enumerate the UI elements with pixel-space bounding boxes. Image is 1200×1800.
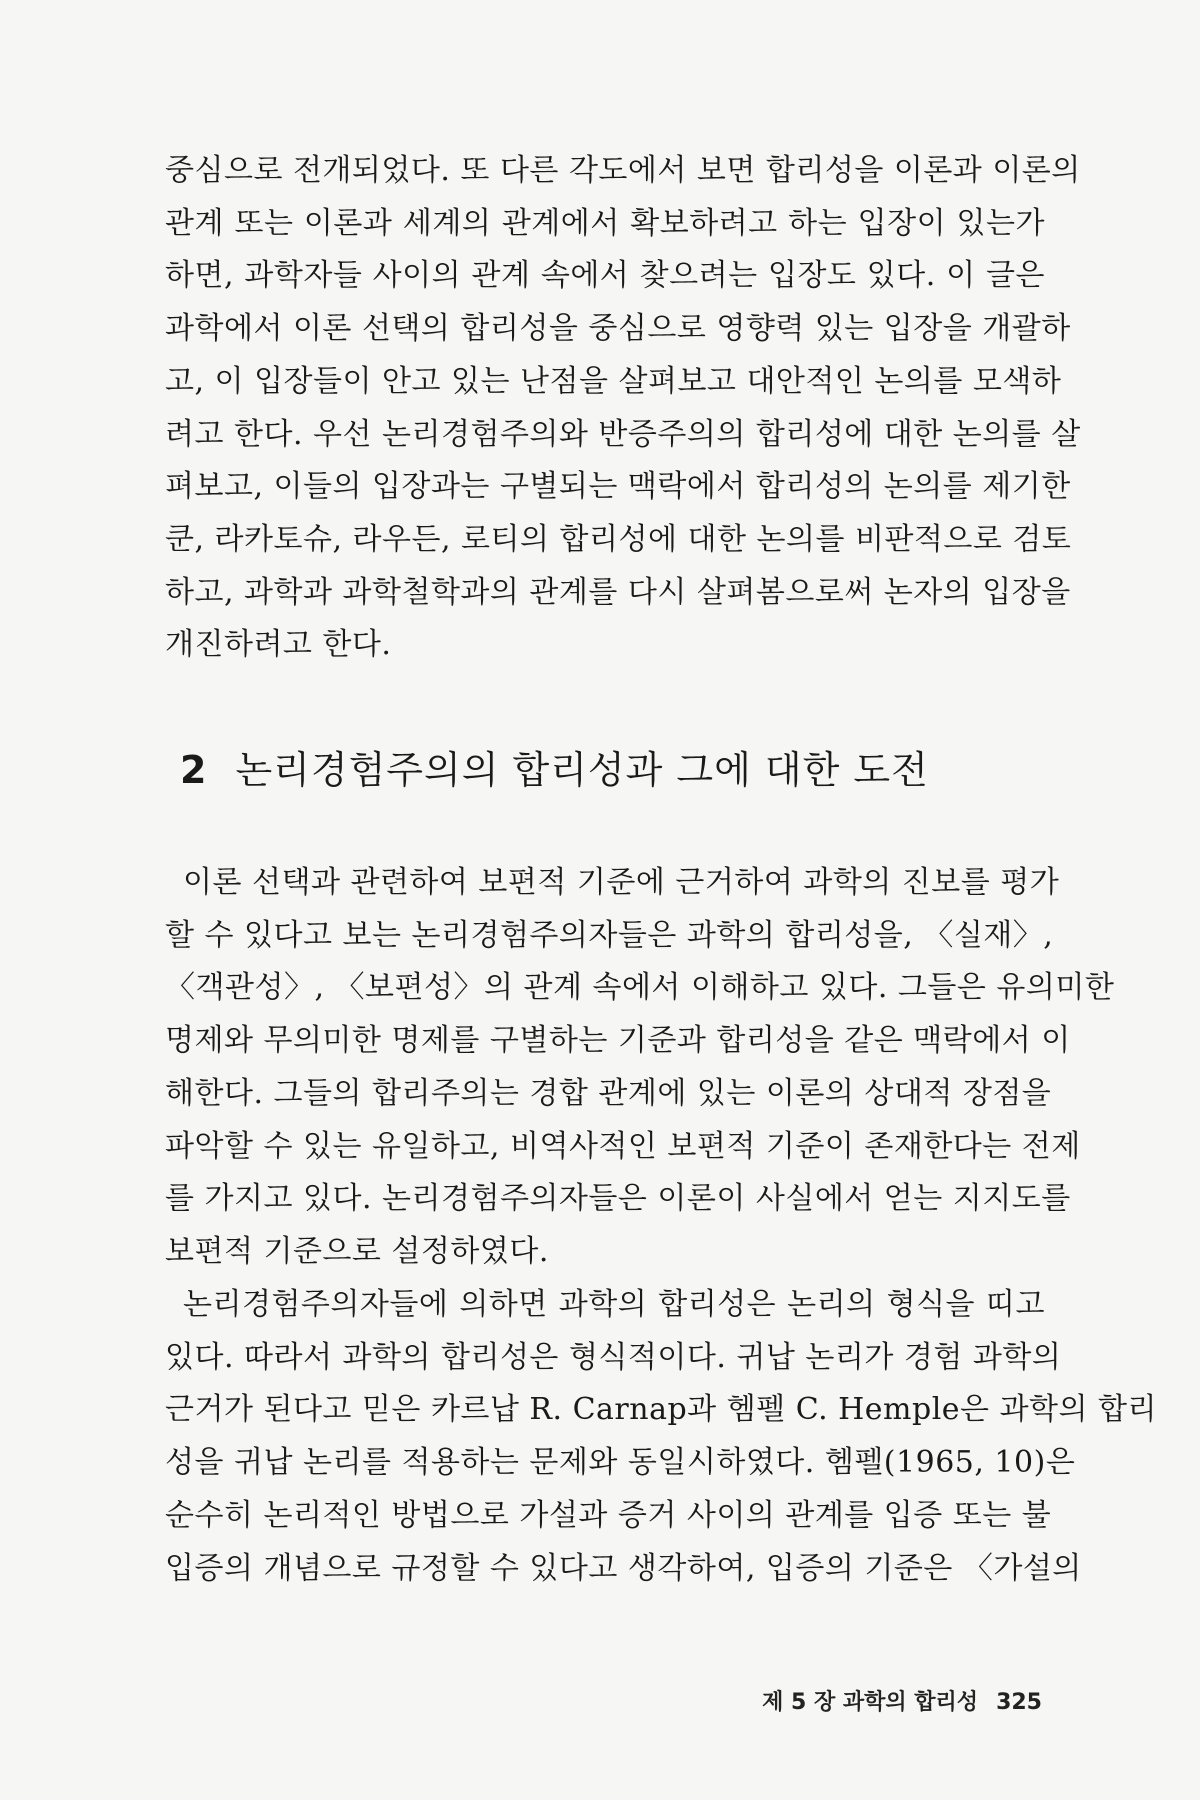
section-title: 논리경험주의의 합리성과 그에 대한 도전 (235, 748, 929, 792)
text-line: 파악할 수 있는 유일하고, 비역사적인 보편적 기준이 존재한다는 전제 (165, 1128, 1081, 1164)
text-line: 〈객관성〉, 〈보편성〉의 관계 속에서 이해하고 있다. 그들은 유의미한 (165, 970, 1115, 1006)
text-line: 쿤, 라카토슈, 라우든, 로티의 합리성에 대한 논의를 비판적으로 검토 (165, 521, 1072, 557)
running-footer (762, 1688, 1042, 1718)
text-line: 논리경험주의자들에 의하면 과학의 합리성은 논리의 형식을 띠고 (183, 1287, 1045, 1322)
chapter-label: 제 5 장 과학의 합리성 (762, 1690, 979, 1715)
text-line: 해한다. 그들의 합리주의는 경합 관계에 있는 이론의 상대적 장점을 (165, 1075, 1052, 1111)
text-line: 성을 귀납 논리를 적용하는 문제와 동일시하였다. 헴펠(1965, 10)은 (165, 1445, 1076, 1481)
page-number: 325 (996, 1690, 1042, 1715)
text-line: 관계 또는 이론과 세계의 관계에서 확보하려고 하는 입장이 있는가 (165, 205, 1045, 241)
text-line: 근거가 된다고 믿은 카르납 R. Carnap과 헴펠 C. Hemple은 과학의 합리 (165, 1392, 1158, 1428)
text-line: 입증의 개념으로 규정할 수 있다고 생각하여, 입증의 기준은 〈가설의 (165, 1550, 1082, 1586)
text-line: 중심으로 전개되었다. 또 다른 각도에서 보면 합리성을 이론과 이론의 (165, 153, 1081, 188)
text-line: 하면, 과학자들 사이의 관계 속에서 찾으려는 입장도 있다. 이 글은 (165, 258, 1045, 294)
text-line: 펴보고, 이들의 입장과는 구별되는 맥락에서 합리성의 논의를 제기한 (165, 469, 1071, 505)
text-line: 려고 한다. 우선 논리경험주의와 반증주의의 합리성에 대한 논의를 살 (165, 416, 1081, 452)
text-line: 있다. 따라서 과학의 합리성은 형식적이다. 귀납 논리가 경험 과학의 (165, 1339, 1062, 1375)
text-line: 보편적 기준으로 설정하였다. (165, 1233, 549, 1269)
text-line: 할 수 있다고 보는 논리경험주의자들은 과학의 합리성을, 〈실재〉, (165, 917, 1054, 953)
intro-paragraph (165, 145, 1081, 672)
text-line: 이론 선택과 관련하여 보편적 기준에 근거하여 과학의 진보를 평가 (183, 865, 1060, 900)
section-paragraph-1 (165, 857, 1115, 1279)
text-line: 명제와 무의미한 명제를 구별하는 기준과 합리성을 같은 맥락에서 이 (165, 1023, 1071, 1059)
text-line: 하고, 과학과 과학철학과의 관계를 다시 살펴봄으로써 논자의 입장을 (165, 574, 1071, 610)
section-heading (180, 745, 929, 795)
section-paragraph-2 (165, 1279, 1158, 1595)
text-line: 를 가지고 있다. 논리경험주의자들은 이론이 사실에서 얻는 지지도를 (165, 1181, 1071, 1217)
text-line: 고, 이 입장들이 안고 있는 난점을 살펴보고 대안적인 논의를 모색하 (165, 363, 1062, 399)
text-line: 순수히 논리적인 방법으로 가설과 증거 사이의 관계를 입증 또는 불 (165, 1497, 1052, 1533)
text-line: 과학에서 이론 선택의 합리성을 중심으로 영향력 있는 입장을 개괄하 (165, 311, 1071, 347)
section-number: 2 (180, 748, 208, 792)
text-line: 개진하려고 한다. (165, 627, 392, 663)
